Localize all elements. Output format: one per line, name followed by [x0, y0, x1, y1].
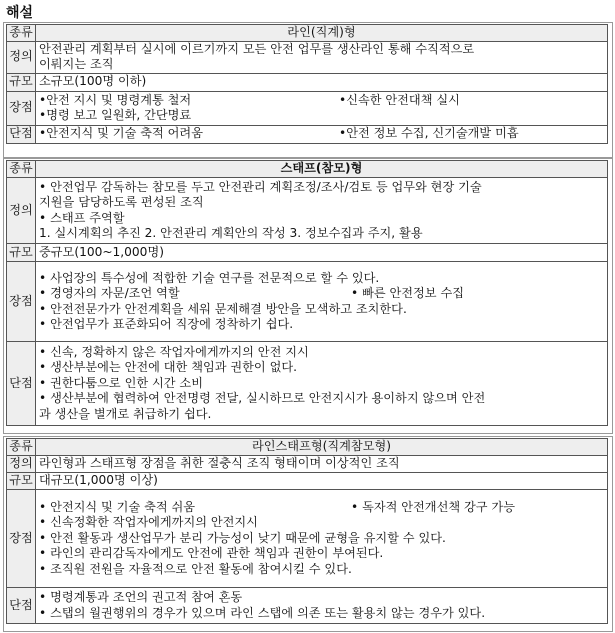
- disadvantage-item: 과 생산을 별개로 취급하기 쉽다.: [39, 406, 212, 421]
- table-title: 라인스태프형(직계참모형): [36, 439, 608, 456]
- col-type-label: 종류: [7, 161, 36, 178]
- definition-line: • 안전업무 감독하는 참모를 두고 안전관리 계획조정/조사/검토 등 업무와 현장 기술: [39, 179, 482, 194]
- disadvantage-item: • 스탭의 월권행위의 경우가 있으며 라인 스탭에 의존 또는 활용치 않는 경우가 있다.: [39, 605, 486, 620]
- advantage-item: • 독자적 안전개선책 강구 가능: [351, 499, 515, 514]
- definition-value: 라인형과 스태프형 장점을 취한 절충식 조직 형태이며 이상적인 조직: [36, 456, 608, 473]
- advantages-label: 장점: [7, 91, 36, 125]
- advantage-item: •안전 지시 및 명령계통 철저: [39, 92, 192, 107]
- scale-label: 규모: [7, 244, 36, 262]
- disadvantage-item: • 권한다툼으로 인한 시간 소비: [39, 375, 203, 390]
- disadvantages-label: 단점: [7, 342, 36, 426]
- disadvantage-item: • 명령계통과 조언의 권고적 참여 혼동: [39, 590, 243, 604]
- heading: 해설: [6, 5, 34, 21]
- advantage-item: • 경영자의 자문/조언 역할: [39, 286, 180, 300]
- advantages-cell: [36, 490, 608, 588]
- scale-label: 규모: [7, 473, 36, 490]
- advantage-item: • 안전 활동과 생산업무가 분리 가능성이 낮기 때문에 균형을 유지할 수 있다.: [39, 530, 446, 545]
- definition-line: 이뤄지는 조직: [39, 57, 114, 71]
- definition-line: 안전관리 계획부터 실시에 이르기까지 모든 안전 업무를 생산라인 통해 수직적으로: [39, 41, 475, 56]
- advantages-cell: [36, 91, 608, 125]
- advantage-item: • 신속정확한 작업자에게까지의 안전지시: [39, 515, 258, 530]
- line-staff-type-table: [6, 438, 608, 624]
- advantage-item: • 라인의 관리감독자에게도 안전에 관한 책임과 권한이 부여된다.: [39, 546, 384, 561]
- definition-line: 1. 실시계획의 추진 2. 안전관리 계획안의 작성 3. 정보수집과 주지, 활용: [39, 226, 423, 240]
- col-type-label: 종류: [7, 25, 36, 42]
- scale-value: 소규모(100명 이하): [36, 73, 608, 91]
- disadvantage-item: • 신속, 정확하지 않은 작업자에게까지의 안전 지시: [39, 344, 309, 359]
- advantage-item: • 빠른 안전정보 수집: [351, 286, 464, 300]
- definition-label: 정의: [7, 456, 36, 473]
- staff-type-table: [6, 160, 608, 426]
- advantage-item: •신속한 안전대책 실시: [339, 92, 460, 107]
- scale-label: 규모: [7, 73, 36, 91]
- col-type-label: 종류: [7, 439, 36, 456]
- scale-value: 중규모(100~1,000명): [36, 244, 608, 262]
- advantage-item: • 안전지식 및 기술 축적 쉬움: [39, 499, 196, 514]
- scale-value: 대규모(1,000명 이상): [36, 473, 608, 490]
- disadvantages-cell: [36, 342, 608, 426]
- advantages-cell: [36, 262, 608, 342]
- line-type-table: [6, 24, 608, 144]
- advantage-item: • 안전전문가가 안전계획을 세워 문제해결 방안을 모색하고 조치한다.: [39, 301, 407, 316]
- table-title: 스태프(참모)형: [36, 161, 608, 178]
- disadvantages-label: 단점: [7, 125, 36, 143]
- definition-label: 정의: [7, 41, 36, 73]
- disadvantages-cell: [36, 588, 608, 624]
- definition-line: • 스태프 주역할: [39, 210, 125, 225]
- advantage-item: • 사업장의 특수성에 적합한 기술 연구를 전문적으로 할 수 있다.: [39, 270, 380, 285]
- table-title: 라인(직계)형: [36, 25, 608, 42]
- advantages-label: 장점: [7, 262, 36, 342]
- advantage-item: • 조직원 전원을 자율적으로 안전 활동에 참여시킬 수 있다.: [39, 561, 352, 576]
- disadvantage-item: • 생산부분에 협력하여 안전명령 전달, 실시하므로 안전지시가 용이하지 않으며 안전: [39, 391, 486, 406]
- disadvantage-item: •안전지식 및 기술 축적 어려움: [39, 126, 203, 141]
- definition-cell: [36, 41, 608, 73]
- disadvantages-cell: [36, 125, 608, 143]
- advantage-item: • 안전업무가 표준화되어 직장에 정착하기 쉽다.: [39, 317, 294, 331]
- definition-cell: [36, 178, 608, 244]
- disadvantage-item: • 생산부분에는 안전에 대한 책임과 권한이 없다.: [39, 360, 297, 375]
- definition-label: 정의: [7, 178, 36, 244]
- definition-line: 지원을 담당하도록 편성된 조직: [39, 195, 204, 209]
- disadvantage-item: •안전 정보 수집, 신기술개발 미흡: [339, 126, 519, 141]
- advantages-label: 장점: [7, 490, 36, 588]
- advantage-item: •명령 보고 일원화, 간단명료: [39, 108, 192, 122]
- disadvantages-label: 단점: [7, 588, 36, 624]
